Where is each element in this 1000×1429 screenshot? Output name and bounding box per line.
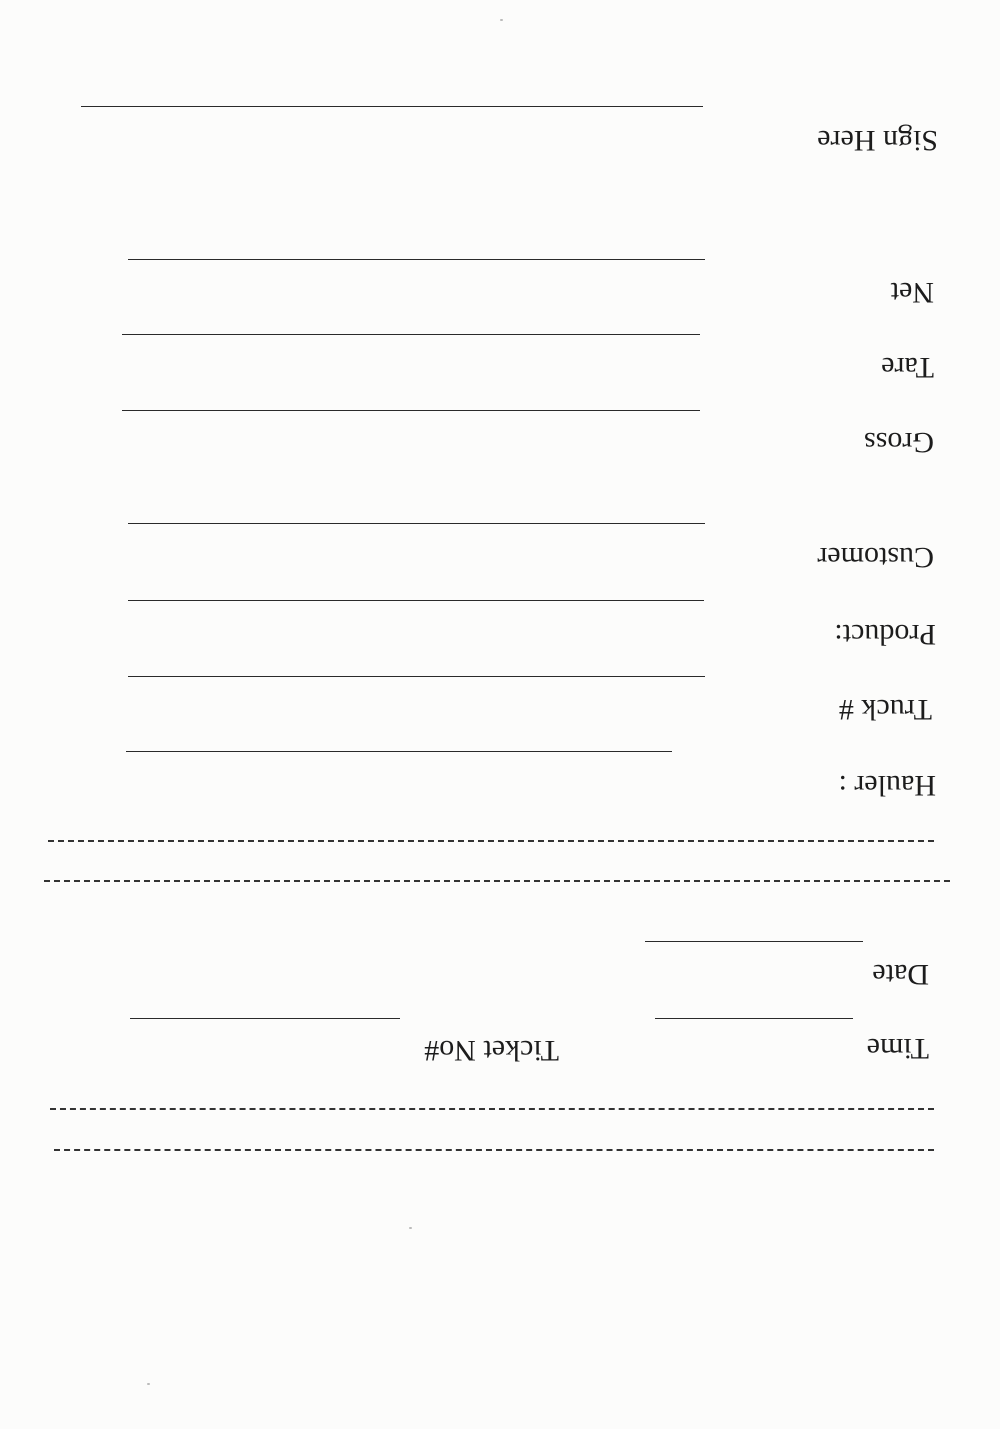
- time-input[interactable]: [655, 1018, 853, 1019]
- net-input[interactable]: [128, 259, 705, 260]
- tare-input[interactable]: [122, 334, 700, 335]
- net-label: Net: [890, 276, 934, 309]
- gross-label: Gross: [863, 426, 934, 459]
- hauler-input[interactable]: [126, 751, 672, 752]
- scan-speck: [500, 19, 503, 21]
- product-input[interactable]: [128, 600, 704, 601]
- separator-dashed-mid-2: [48, 840, 934, 842]
- scan-speck: [409, 1227, 412, 1229]
- hauler-label: Hauler :: [838, 769, 936, 802]
- product-label: Product:: [834, 618, 936, 651]
- scan-speck: [147, 1383, 150, 1385]
- truck-label: Truck #: [838, 693, 932, 726]
- sign-here-label: Sign Here: [817, 124, 938, 157]
- customer-label: Customer: [817, 541, 934, 574]
- ticket-no-input[interactable]: [130, 1018, 400, 1019]
- separator-dashed-top-2: [50, 1108, 934, 1110]
- time-label: Time: [866, 1032, 929, 1065]
- signature-input[interactable]: [81, 106, 703, 107]
- separator-dashed-mid-1: [44, 880, 950, 882]
- tare-label: Tare: [881, 351, 934, 384]
- date-label: Date: [872, 958, 929, 991]
- gross-input[interactable]: [122, 410, 700, 411]
- truck-input[interactable]: [128, 676, 705, 677]
- customer-input[interactable]: [128, 523, 705, 524]
- date-input[interactable]: [645, 941, 863, 942]
- separator-dashed-top-1: [54, 1149, 934, 1151]
- ticket-no-label: Ticket No#: [424, 1034, 559, 1067]
